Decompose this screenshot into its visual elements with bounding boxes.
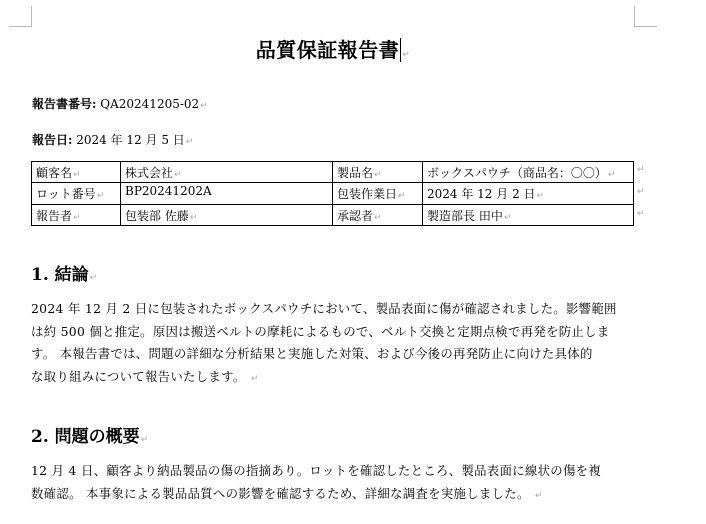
table-cell-value[interactable] xyxy=(423,162,634,183)
crop-mark-top-left xyxy=(9,6,32,27)
paragraph-line: 12 月 4 日、顧客より納品製品の傷の指摘あり。ロットを確認したところ、製品表面に線状の傷を複 xyxy=(31,463,602,478)
document-title[interactable] xyxy=(0,34,666,63)
section-heading-text: 2. 問題の概要 xyxy=(31,427,140,447)
table-cell-label[interactable] xyxy=(32,205,121,226)
document-title-text: 品質保証報告書 xyxy=(255,38,400,62)
overview-paragraph[interactable] xyxy=(31,460,631,507)
conclusion-paragraph[interactable] xyxy=(31,298,631,390)
table-cell-value[interactable] xyxy=(121,162,333,183)
paragraph-mark-icon: ↵ xyxy=(402,50,411,60)
table-cell-value[interactable] xyxy=(423,183,634,205)
cell-end-mark-icon: ↵ xyxy=(96,191,105,201)
cell-end-mark-icon: ↵ xyxy=(189,212,198,223)
cell-end-mark-icon: ↵ xyxy=(174,169,182,180)
table-row xyxy=(32,162,634,183)
paragraph-line: 数確認。 本事象による製品品質への影響を確認するため、詳細な調査を実施しました。 xyxy=(31,485,530,501)
row-end-mark-icon: ↵ xyxy=(637,165,645,175)
table-row xyxy=(32,183,634,205)
crop-mark-top-right xyxy=(634,6,657,27)
paragraph-line: な取り組みについて報告いたします。 xyxy=(31,368,246,384)
paragraph-mark-icon: ↵ xyxy=(200,101,208,111)
paragraph-mark-icon: ↵ xyxy=(140,435,149,445)
paragraph-line-last xyxy=(31,483,631,508)
info-table xyxy=(31,161,634,226)
table-cell-label[interactable] xyxy=(32,183,121,205)
table-cell-value[interactable] xyxy=(121,205,333,226)
row-end-marks xyxy=(636,161,650,227)
paragraph-line: 2024 年 12 月 2 日に包装されたボックスパウチにおいて、製品表面に傷が確認されました。影響範囲 xyxy=(31,301,617,316)
report-number-value: QA20241205-02 xyxy=(100,97,200,111)
cell-text: BP20241202A xyxy=(125,184,212,198)
cell-text: 製品名 xyxy=(337,165,374,180)
paragraph-line: は約 500 個と推定。原因は搬送ベルトの摩耗によるもので、ベルト交換と定期点検で再発を防止しま xyxy=(31,323,610,339)
cell-text: ボックスパウチ（商品名：〇〇） xyxy=(427,165,607,180)
cell-text: 報告者 xyxy=(36,208,73,223)
table-cell-value[interactable] xyxy=(423,205,634,226)
paragraph-mark-icon: ↵ xyxy=(534,490,543,501)
cell-text: 顧客名 xyxy=(36,165,73,180)
section-heading-overview[interactable] xyxy=(31,422,148,447)
cell-end-mark-icon: ↵ xyxy=(73,212,81,223)
cell-end-mark-icon: ↵ xyxy=(73,169,81,180)
row-end-mark-icon: ↵ xyxy=(637,187,645,197)
cell-end-mark-icon: ↵ xyxy=(536,191,545,201)
cell-text: 2024 年 12 月 2 日 xyxy=(427,187,536,201)
report-date-label: 報告日: xyxy=(32,133,73,147)
report-number-label: 報告書番号: xyxy=(32,97,97,111)
cell-text: 承認者 xyxy=(337,208,374,223)
cell-text: ロット番号 xyxy=(36,187,96,201)
paragraph-mark-icon: ↵ xyxy=(185,137,194,147)
table-cell-label[interactable] xyxy=(333,162,423,183)
table-cell-label[interactable] xyxy=(333,183,423,205)
cell-end-mark-icon: ↵ xyxy=(398,191,406,201)
report-number-line[interactable] xyxy=(32,95,208,112)
section-heading-text: 1. 結論 xyxy=(31,265,89,285)
row-end-mark-icon: ↵ xyxy=(637,209,645,219)
cell-end-mark-icon: ↵ xyxy=(607,169,616,180)
cell-text: 株式会社 xyxy=(125,165,174,180)
paragraph-line: す。 本報告書では、問題の詳細な分析結果と実施した対策、および今後の再発防止に向けた具体的 xyxy=(31,346,593,361)
table-cell-label[interactable] xyxy=(32,162,121,183)
cell-text: 製造部長 田中 xyxy=(427,208,503,223)
table-cell-value[interactable] xyxy=(121,183,333,205)
paragraph-mark-icon: ↵ xyxy=(250,373,259,384)
cell-end-mark-icon: ↵ xyxy=(374,169,382,180)
table-cell-label[interactable] xyxy=(333,205,423,226)
cell-end-mark-icon: ↵ xyxy=(503,212,512,223)
report-date-line[interactable] xyxy=(32,131,193,148)
table-row xyxy=(32,205,634,226)
cell-text: 包装作業日 xyxy=(337,187,398,201)
report-date-value: 2024 年 12 月 5 日 xyxy=(76,133,185,147)
paragraph-line-last xyxy=(31,366,631,391)
section-heading-conclusion[interactable] xyxy=(31,260,97,285)
cell-end-mark-icon: ↵ xyxy=(374,212,382,223)
paragraph-mark-icon: ↵ xyxy=(89,273,98,283)
cell-text: 包装部 佐藤 xyxy=(125,208,189,223)
